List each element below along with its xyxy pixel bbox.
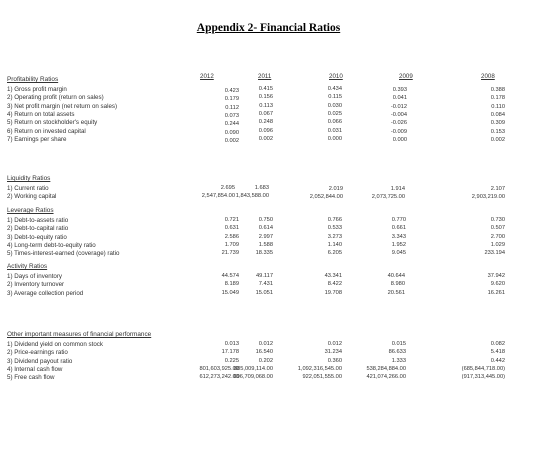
value-2010: 0.115 [328,94,342,101]
ratio-label: 4) Long-term debt-to-equity ratio [7,242,96,250]
value-2008: (917,313,445.00) [461,374,505,381]
value-2008: (685,844,718.00) [461,366,505,373]
ratio-label: 1) Dividend yield on common stock [7,341,103,348]
value-2010: 1.140 [327,242,342,249]
ratio-label: 2) Working capital [7,193,57,201]
value-2010: 0.066 [327,119,342,126]
value-2012: 2.586 [224,233,239,240]
value-2011: 696,709,068.00 [233,374,273,381]
ratio-label: 1) Gross profit margin [7,86,67,93]
value-2010: 8.422 [327,281,342,288]
value-2009: 3.343 [391,233,406,240]
ratio-label: 5) Return on stockholder's equity [7,119,98,127]
year-2012-header: 2012 [200,73,214,80]
ratio-label: 4) Return on total assets [7,111,75,119]
ratio-row [0,290,537,298]
value-2011: 1.683 [254,185,269,191]
value-2010: 0.000 [327,136,342,143]
ratio-row [0,128,537,136]
value-2010: 922,051,555.00 [302,374,342,381]
value-2010: 3.273 [327,233,342,240]
value-2010: 0.031 [327,127,342,134]
value-2011: 885,009,114.00 [233,366,273,373]
value-2012: 17.178 [221,349,239,356]
ratio-label: 5) Free cash flow [7,374,55,382]
value-2012: 2.695 [220,185,235,191]
value-2011: 0.012 [258,341,273,347]
value-2009: -0.026 [390,120,407,127]
value-2009: 0.661 [391,225,406,232]
ratio-label: 1) Debt-to-assets ratio [7,217,69,224]
value-2011: 18.335 [255,250,273,257]
ratio-row [0,250,537,258]
value-2009: 538,284,884.00 [366,366,406,373]
value-2010: 0.434 [327,86,342,92]
ratio-row [0,242,537,250]
section-title: Profitability Ratios [7,76,59,83]
value-2011: 0.113 [259,102,273,109]
value-2011: 1,843,588.00 [235,193,269,200]
ratio-label: 7) Earnings per share [7,136,67,144]
ratio-row [0,119,537,127]
value-2008: 5.418 [490,349,505,356]
value-2012: 0.073 [224,113,239,120]
ratio-row [0,341,537,349]
value-2009: -0.009 [390,128,407,135]
value-2011: 2.997 [258,233,273,240]
value-2010: 2,052,844.00 [309,194,343,201]
value-2009: 0.041 [392,95,407,102]
value-2011: 0.750 [258,217,273,223]
value-2008: 0.442 [490,357,505,364]
ratio-row [0,358,537,366]
value-2012: 0.179 [224,96,239,103]
ratio-row [0,374,537,382]
ratio-row [0,94,537,102]
value-2008: 2,903,219.00 [471,194,505,201]
value-2009: 8.980 [390,281,405,288]
section-title: Activity Ratios [7,263,48,270]
value-2009: 0.393 [392,87,407,93]
value-2012: 15.049 [221,289,239,296]
value-2009: 1.952 [391,242,406,249]
ratio-row [0,234,537,242]
value-2011: 0.067 [258,111,273,118]
value-2009: 0.000 [392,137,407,144]
value-2012: 44.574 [221,273,239,279]
value-2012: 1.709 [224,242,239,249]
value-2008: 2.107 [490,186,505,192]
value-2009: 9.045 [391,250,406,257]
value-2010: 43.341 [324,273,342,279]
value-2008: 0.388 [490,87,505,93]
ratio-row [0,185,537,193]
value-2010: 2.019 [328,186,343,192]
ratio-row [0,103,537,111]
value-2008: 0.002 [490,137,505,144]
ratio-label: 2) Debt-to-capital ratio [7,225,69,233]
value-2008: 37.942 [487,273,505,279]
value-2012: 0.002 [224,138,239,145]
value-2010: 0.025 [327,111,342,118]
ratio-label: 3) Average collection period [7,289,84,297]
value-2012: 0.631 [224,225,239,232]
ratio-row [0,136,537,144]
value-2008: 0.178 [490,95,505,102]
value-2011: 0.156 [258,94,273,101]
value-2012: 2,547,854.00 [201,193,235,200]
ratio-row [0,225,537,233]
value-2008: 0.309 [490,120,505,127]
value-2010: 0.360 [327,357,342,364]
value-2009: 1.914 [390,186,405,192]
value-2009: 421,074,266.00 [366,374,406,381]
value-2012: 0.244 [224,121,239,128]
value-2009: 86.633 [388,349,406,356]
ratio-label: 2) Price-earnings ratio [7,349,68,357]
year-header-row [0,73,537,83]
value-2011: 0.202 [258,357,273,364]
ratio-row [0,86,537,94]
value-2010: 31.234 [324,349,342,356]
section-title: Leverage Ratios [7,207,54,214]
value-2008: 0.110 [491,103,505,110]
value-2011: 0.415 [258,86,273,92]
value-2010: 0.030 [327,102,342,109]
value-2012: 0.721 [224,217,239,223]
value-2008: 0.507 [490,225,505,232]
value-2008: 2.700 [490,233,505,240]
value-2010: 0.012 [327,341,342,347]
value-2009: 40.644 [387,273,405,279]
value-2010: 1,092,316,545.00 [297,366,342,373]
value-2009: 0.015 [391,341,406,347]
ratio-label: 3) Dividend payout ratio [7,357,73,365]
ratio-label: 1) Current ratio [7,185,49,192]
year-2010-header: 2010 [329,73,343,80]
value-2009: 20.561 [387,289,405,296]
ratio-label: 4) Internal cash flow [7,366,63,374]
ratio-row [0,193,537,201]
value-2012: 612,273,242.00 [199,374,239,381]
section-title: Other important measures of financial performance [7,331,152,338]
value-2012: 0.013 [224,341,239,347]
value-2008: 0.082 [490,341,505,347]
ratio-label: 1) Days of inventory [7,273,63,280]
ratio-row [0,111,537,119]
value-2012: 0.225 [224,357,239,364]
value-2011: 0.002 [258,136,273,143]
value-2012: 0.112 [225,104,239,111]
value-2008: 0.153 [490,128,505,135]
value-2009: 1.333 [391,357,406,364]
value-2008: 1.029 [490,242,505,249]
value-2011: 0.096 [258,127,273,134]
value-2010: 0.766 [327,217,342,223]
value-2009: -0.012 [390,103,407,110]
value-2008: 0.084 [490,112,505,119]
value-2008: 9.620 [490,281,505,288]
value-2012: 801,603,925.00 [199,366,239,373]
value-2010: 0.533 [327,225,342,232]
ratio-row [0,366,537,374]
year-2009-header: 2009 [399,73,413,80]
ratio-label: 5) Times-interest-earned (coverage) ratio [7,250,120,258]
value-2009: 2,073,725.00 [371,194,405,201]
value-2011: 0.248 [258,119,273,126]
value-2012: 8.189 [224,281,239,288]
value-2008: 0.730 [490,217,505,223]
value-2012: 0.090 [224,129,239,136]
value-2011: 49.117 [256,273,273,279]
document-title: Appendix 2- Financial Ratios [196,22,341,34]
value-2011: 15.051 [255,289,273,296]
ratio-label: 2) Inventory turnover [7,281,65,289]
value-2010: 19.708 [324,289,342,296]
ratio-label: 3) Debt-to-equity ratio [7,233,67,241]
ratio-label: 2) Operating profit (return on sales) [7,94,104,102]
value-2011: 16.540 [255,349,273,356]
year-2011-header: 2011 [258,73,272,80]
section-title: Liquidity Ratios [7,175,51,182]
ratio-row [0,281,537,289]
value-2011: 7.431 [258,281,273,288]
ratio-row [0,217,537,225]
value-2009: 0.770 [391,217,406,223]
value-2012: 0.423 [224,88,239,94]
ratio-label: 3) Net profit margin (net return on sales) [7,102,118,110]
year-2008-header: 2008 [481,73,495,80]
value-2012: 21.739 [221,250,239,257]
value-2009: -0.004 [390,112,407,119]
ratio-row [0,273,537,281]
value-2008: 233.194 [484,250,505,257]
ratio-row [0,349,537,357]
value-2008: 16.261 [487,289,505,296]
value-2011: 1.588 [258,242,273,249]
value-2010: 6.205 [327,250,342,257]
value-2011: 0.614 [258,225,273,232]
ratio-label: 6) Return on invested capital [7,127,86,135]
